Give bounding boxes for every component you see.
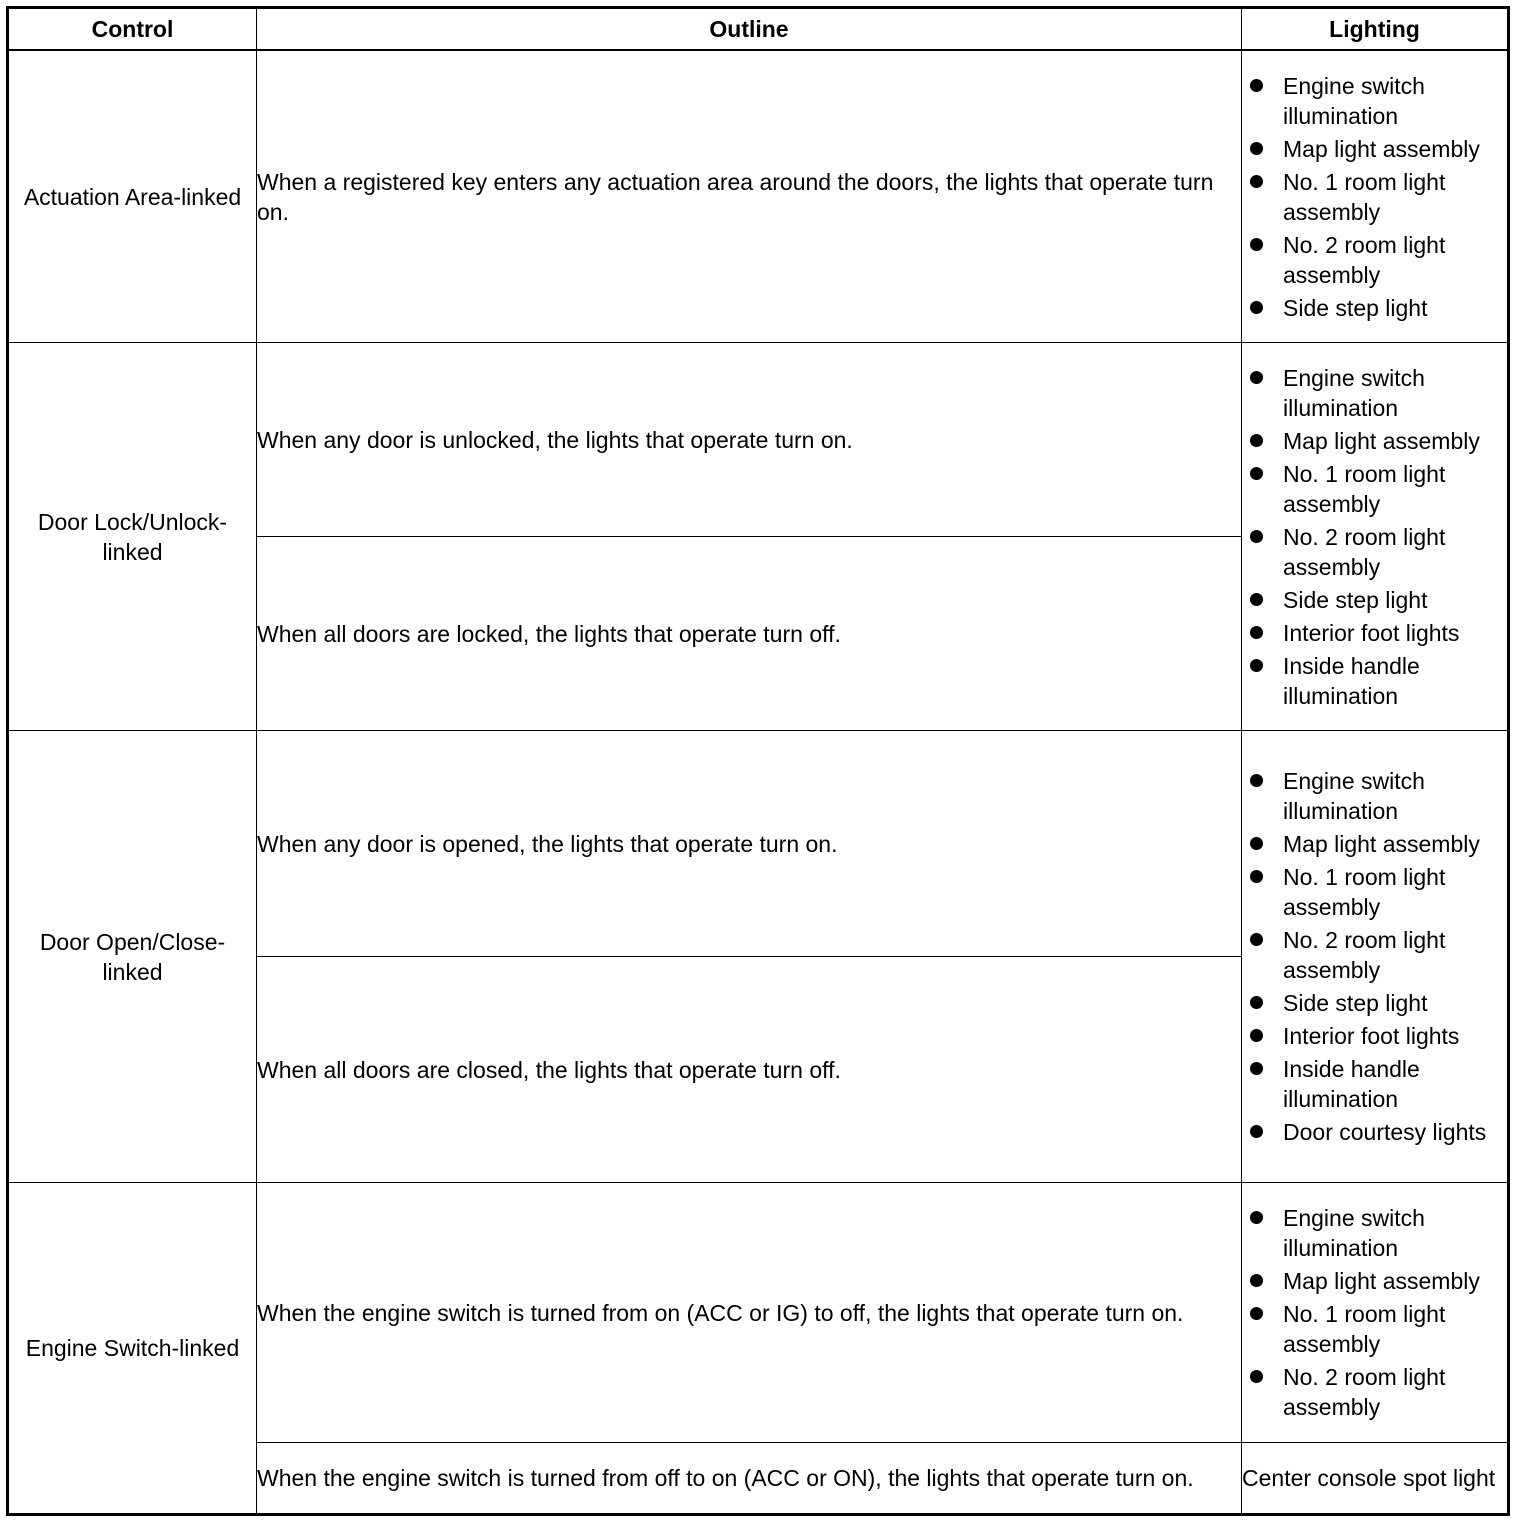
list-item: No. 2 room light assembly [1242, 1362, 1507, 1422]
bullet-icon [1250, 371, 1263, 384]
bullet-icon [1250, 530, 1263, 543]
control-cell: Door Lock/Unlock-linked [8, 343, 257, 731]
lighting-cell [1242, 343, 1509, 731]
bullet-icon [1250, 142, 1263, 155]
header-control: Control [8, 8, 257, 51]
list-item: Side step light [1242, 293, 1507, 323]
bullet-icon [1250, 933, 1263, 946]
list-item: Interior foot lights [1242, 1021, 1507, 1051]
list-item: Inside handle illumination [1242, 1054, 1507, 1114]
bullet-icon [1250, 1125, 1263, 1138]
list-item: Engine switch illumination [1242, 766, 1507, 826]
outline-cell: When the engine switch is turned from on (ACC or IG) to off, the lights that operate turn on. [257, 1183, 1242, 1443]
list-item: Map light assembly [1242, 829, 1507, 859]
bullet-icon [1250, 774, 1263, 787]
list-item: No. 2 room light assembly [1242, 230, 1507, 290]
outline-cell: When all doors are closed, the lights that operate turn off. [257, 957, 1242, 1183]
list-item: Door courtesy lights [1242, 1117, 1507, 1147]
bullet-icon [1250, 1274, 1263, 1287]
list-item: Interior foot lights [1242, 618, 1507, 648]
lighting-list [1242, 363, 1507, 711]
control-cell: Door Open/Close-linked [8, 731, 257, 1183]
bullet-icon [1250, 1211, 1263, 1224]
lighting-list [1242, 766, 1507, 1147]
bullet-icon [1250, 593, 1263, 606]
outline-cell: When all doors are locked, the lights that operate turn off. [257, 537, 1242, 731]
table-row [8, 50, 1509, 343]
list-item: No. 1 room light assembly [1242, 1299, 1507, 1359]
bullet-icon [1250, 434, 1263, 447]
bullet-icon [1250, 79, 1263, 92]
bullet-icon [1250, 1029, 1263, 1042]
table-header-row [8, 8, 1509, 51]
bullet-icon [1250, 1370, 1263, 1383]
lighting-cell [1242, 50, 1509, 343]
control-cell: Engine Switch-linked [8, 1183, 257, 1515]
table-row [8, 1183, 1509, 1443]
bullet-icon [1250, 626, 1263, 639]
lighting-cell: Center console spot light [1242, 1443, 1509, 1515]
bullet-icon [1250, 659, 1263, 672]
list-item: No. 1 room light assembly [1242, 862, 1507, 922]
list-item: No. 2 room light assembly [1242, 925, 1507, 985]
list-item: Inside handle illumination [1242, 651, 1507, 711]
lighting-list [1242, 1203, 1507, 1422]
list-item: Map light assembly [1242, 134, 1507, 164]
list-item: Side step light [1242, 585, 1507, 615]
lighting-list [1242, 71, 1507, 323]
bullet-icon [1250, 467, 1263, 480]
table-row [8, 731, 1509, 957]
lighting-cell [1242, 1183, 1509, 1443]
bullet-icon [1250, 837, 1263, 850]
list-item: Engine switch illumination [1242, 1203, 1507, 1263]
bullet-icon [1250, 996, 1263, 1009]
list-item: Map light assembly [1242, 1266, 1507, 1296]
table-row [8, 343, 1509, 537]
outline-cell: When any door is opened, the lights that operate turn on. [257, 731, 1242, 957]
outline-cell: When the engine switch is turned from off to on (ACC or ON), the lights that operate turn on. [257, 1443, 1242, 1515]
list-item: Engine switch illumination [1242, 71, 1507, 131]
control-cell: Actuation Area-linked [8, 50, 257, 343]
list-item: No. 1 room light assembly [1242, 167, 1507, 227]
list-item: Side step light [1242, 988, 1507, 1018]
header-outline: Outline [257, 8, 1242, 51]
bullet-icon [1250, 238, 1263, 251]
list-item: Engine switch illumination [1242, 363, 1507, 423]
list-item: No. 1 room light assembly [1242, 459, 1507, 519]
outline-cell: When any door is unlocked, the lights that operate turn on. [257, 343, 1242, 537]
bullet-icon [1250, 1307, 1263, 1320]
header-lighting: Lighting [1242, 8, 1509, 51]
list-item: No. 2 room light assembly [1242, 522, 1507, 582]
lighting-control-table [6, 6, 1510, 1516]
lighting-cell [1242, 731, 1509, 1183]
bullet-icon [1250, 301, 1263, 314]
list-item: Map light assembly [1242, 426, 1507, 456]
bullet-icon [1250, 870, 1263, 883]
bullet-icon [1250, 175, 1263, 188]
outline-cell: When a registered key enters any actuation area around the doors, the lights that operate turn on. [257, 50, 1242, 343]
bullet-icon [1250, 1062, 1263, 1075]
